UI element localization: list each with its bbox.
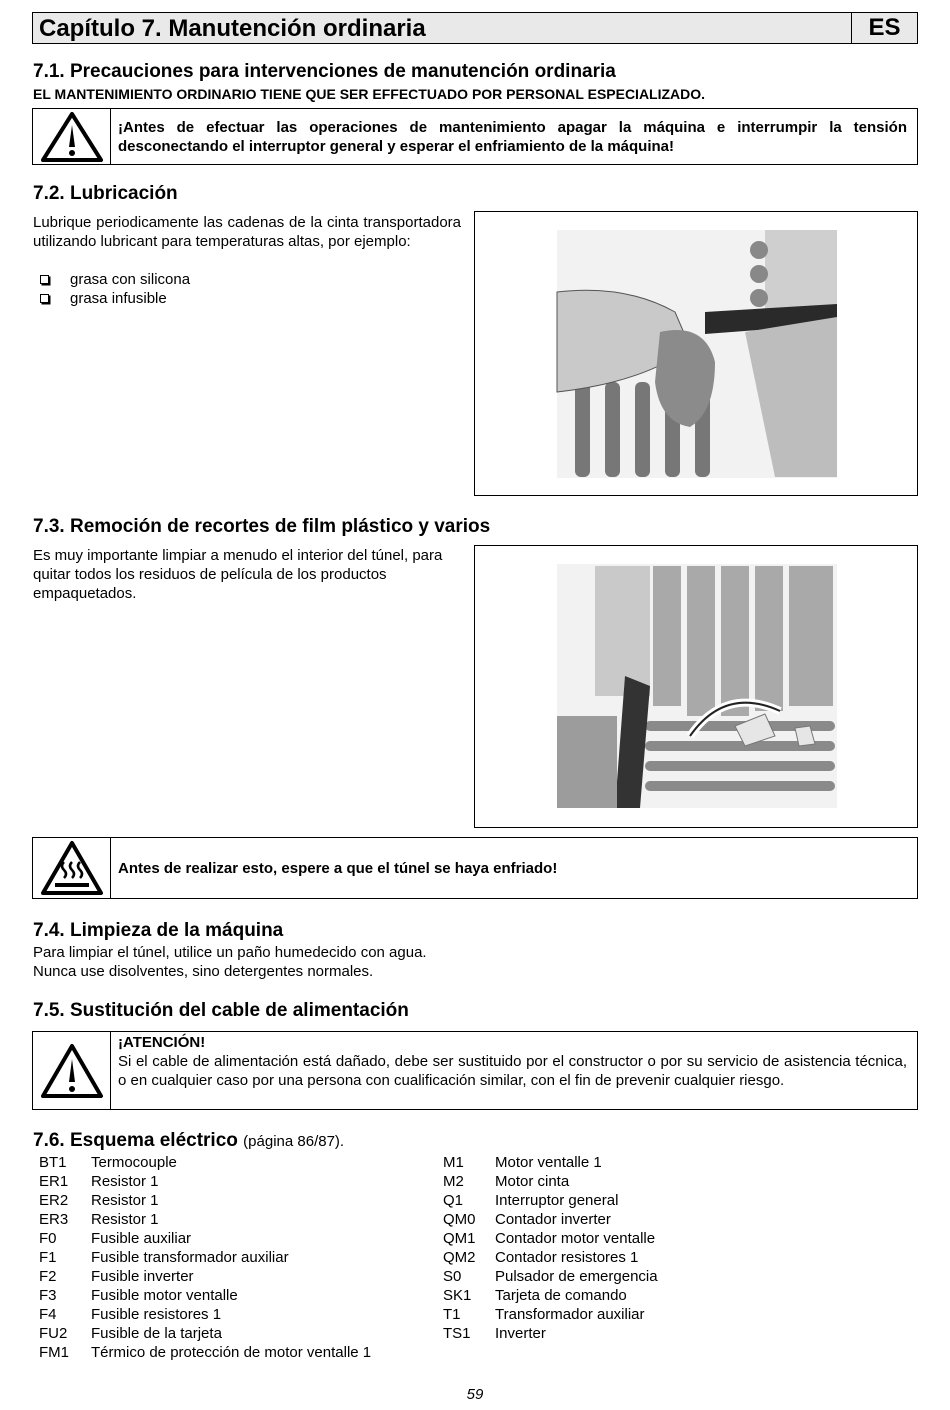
section-7-1-heading: 7.1. Precauciones para intervenciones de manutención ordinaria — [33, 61, 616, 82]
lubrication-text: Lubrique periodicamente las cadenas de la cinta transportadora utilizando lubricant para temperaturas altas, por ejemplo: — [33, 214, 461, 250]
legend-row: FM1 Térmico de protección de motor ventalle 1 — [39, 1344, 372, 1361]
legend-row: QM2 Contador resistores 1 — [443, 1249, 639, 1266]
section-7-5-heading: 7.5. Sustitución del cable de alimentación — [33, 1000, 409, 1021]
legend-row: SK1 Tarjeta de comando — [443, 1287, 627, 1304]
list-item: grasa con silicona — [40, 270, 190, 289]
list-item: grasa infusible — [40, 289, 190, 308]
cleaning-text-line-2: Nunca use disolventes, sino detergentes normales. — [33, 963, 374, 980]
legend-row: F4 Fusible resistores 1 — [39, 1306, 222, 1323]
legend-row: F1 Fusible transformador auxiliar — [39, 1249, 289, 1266]
warning-triangle-icon — [33, 109, 111, 164]
legend-row: F3 Fusible motor ventalle — [39, 1287, 238, 1304]
chapter-header — [32, 12, 918, 44]
legend-right-column — [443, 1153, 658, 1343]
section-7-2-heading: 7.2. Lubricación — [33, 183, 178, 204]
film-removal-text: Es muy importante limpiar a menudo el interior del túnel, para quitar todos los residuos de película de los productos empaquetados. — [33, 547, 443, 602]
maintenance-warning-text: ¡Antes de efectuar las operaciones de mantenimiento apagar la máquina e interrumpir la tensión desconectando el interruptor general y esperar el enfriamiento de la máquina! — [118, 119, 907, 155]
maintenance-warning-box — [32, 108, 918, 165]
chapter-title: Capítulo 7. Manutención ordinaria — [39, 15, 426, 42]
legend-row: ER3 Resistor 1 — [39, 1211, 159, 1228]
lubrication-photo — [475, 212, 917, 495]
checkbox-bullet-icon — [40, 275, 49, 284]
section-7-1-subheading: EL MANTENIMIENTO ORDINARIO TIENE QUE SER EFFECTUADO POR PERSONAL ESPECIALIZADO. — [33, 86, 706, 102]
power-cable-warning-text: Si el cable de alimentación está dañado, debe ser sustituido por el constructor o por su servicio de asistencia técnica, o en cualquier caso por una persona con cualificación similar, con el fin de prevenir cualquier riesgo. — [118, 1053, 907, 1089]
hot-surface-icon — [33, 838, 111, 898]
legend-row: F2 Fusible inverter — [39, 1268, 194, 1285]
language-code: ES — [851, 13, 917, 43]
legend-row: BT1 Termocouple — [39, 1154, 177, 1171]
legend-row: M1 Motor ventalle 1 — [443, 1154, 602, 1171]
power-cable-warning-box — [32, 1031, 918, 1110]
legend-row: Q1 Interruptor general — [443, 1192, 619, 1209]
legend-row: TS1 Inverter — [443, 1325, 546, 1342]
legend-row: QM0 Contador inverter — [443, 1211, 611, 1228]
lubrication-photo-frame — [474, 211, 918, 496]
legend-row: F0 Fusible auxiliar — [39, 1230, 192, 1247]
legend-row: T1 Transformador auxiliar — [443, 1306, 645, 1323]
tunnel-photo-frame — [474, 545, 918, 828]
legend-row: M2 Motor cinta — [443, 1173, 570, 1190]
section-7-6-heading: 7.6. Esquema eléctrico (página 86/87). — [33, 1130, 345, 1151]
page-number: 59 — [466, 1386, 484, 1403]
schematic-page-note: (página 86/87). — [243, 1133, 345, 1150]
checkbox-bullet-icon — [40, 294, 49, 303]
section-7-4-heading: 7.4. Limpieza de la máquina — [33, 920, 284, 941]
legend-left-column — [39, 1153, 371, 1362]
tunnel-photo — [475, 546, 917, 827]
warning-triangle-icon — [33, 1032, 111, 1109]
hot-surface-warning-box — [32, 837, 918, 899]
lubricant-list — [40, 270, 190, 308]
cleaning-text-line-1: Para limpiar el túnel, utilice un paño humedecido con agua. — [33, 944, 427, 961]
section-7-3-heading: 7.3. Remoción de recortes de film plástico y varios — [33, 516, 491, 537]
legend-row: ER1 Resistor 1 — [39, 1173, 159, 1190]
legend-row: QM1 Contador motor ventalle — [443, 1230, 656, 1247]
legend-row: ER2 Resistor 1 — [39, 1192, 159, 1209]
hot-surface-warning-text: Antes de realizar esto, espere a que el túnel se haya enfriado! — [118, 860, 558, 877]
attention-label: ¡ATENCIÓN! — [118, 1034, 206, 1051]
legend-row: S0 Pulsador de emergencia — [443, 1268, 658, 1285]
legend-row: FU2 Fusible de la tarjeta — [39, 1325, 222, 1342]
